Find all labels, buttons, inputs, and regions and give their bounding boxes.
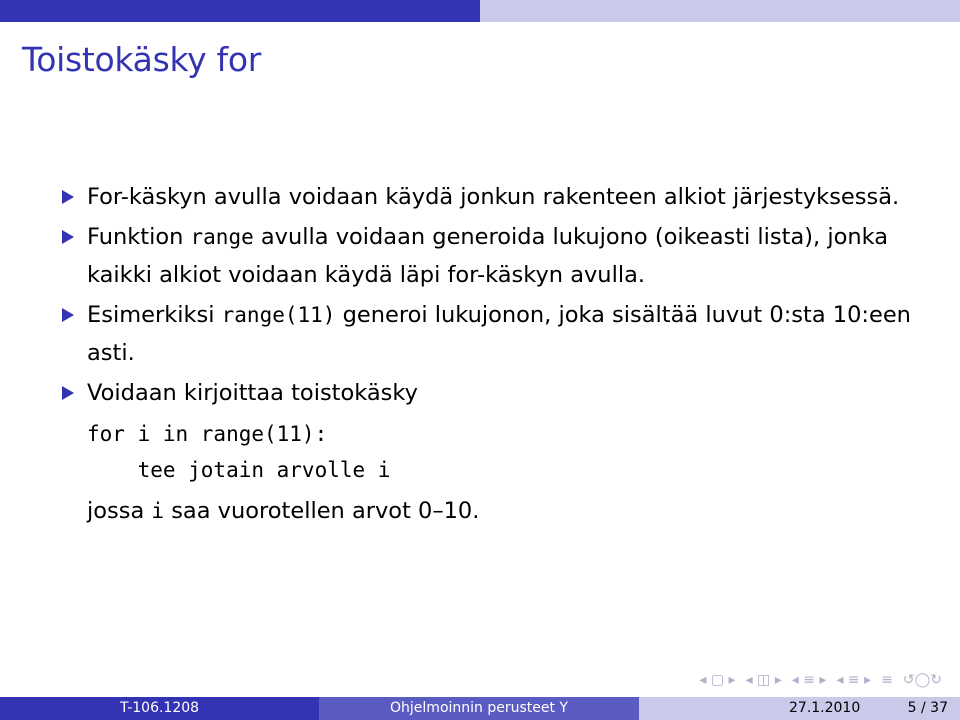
bullet-text: Voidaan kirjoittaa toistokäsky	[87, 380, 418, 406]
bullet-item	[62, 374, 922, 530]
explanation-pre: jossa	[87, 498, 152, 524]
inline-code: range(11)	[221, 303, 336, 327]
code-line: for i in range(11):	[87, 422, 328, 446]
nav-search-icon[interactable]: ↺◯↻	[902, 672, 942, 688]
bullet-text-post: avulla voidaan generoida lukujono (oikeasti lista), jonka kaikki alkiot voidaan käydä läpi for-käskyn avulla.	[87, 224, 889, 288]
code-explanation	[87, 492, 922, 530]
bullet-text-pre: Funktion	[87, 224, 191, 250]
triangle-bullet-icon	[62, 386, 74, 400]
nav-subsection-icon[interactable]: ◂ ◫ ▸	[745, 672, 782, 688]
slide-content	[62, 178, 922, 532]
footer-course-title: Ohjelmoinnin perusteet Y	[319, 697, 639, 720]
triangle-bullet-icon	[62, 190, 74, 204]
bullet-item	[62, 296, 922, 372]
bullet-item	[62, 218, 922, 294]
header-bar-left	[0, 0, 480, 22]
bullet-text-post: generoi lukujonon, joka sisältää luvut 0:sta 10:een asti.	[87, 302, 911, 366]
triangle-bullet-icon	[62, 308, 74, 322]
explanation-post: saa vuorotellen arvot 0–10.	[164, 498, 480, 524]
footer-bar	[0, 697, 960, 720]
code-block	[87, 416, 922, 488]
bullet-text: For-käskyn avulla voidaan käydä jonkun rakenteen alkiot järjestyksessä.	[87, 184, 900, 210]
bullet-item	[62, 178, 922, 216]
beamer-navigation	[699, 672, 942, 688]
slide-title: Toistokäsky for	[22, 40, 262, 79]
footer-page: 5 / 37	[907, 700, 948, 716]
footer-right	[639, 697, 960, 720]
triangle-bullet-icon	[62, 230, 74, 244]
footer-course: T-106.1208	[0, 697, 319, 720]
nav-section-next-icon[interactable]: ◂ ≡ ▸	[836, 672, 872, 688]
nav-section-icon[interactable]: ◂ ≡ ▸	[791, 672, 827, 688]
code-line: tee jotain arvolle i	[87, 458, 391, 482]
bullet-text-pre: Esimerkiksi	[87, 302, 222, 328]
nav-align-icon[interactable]: ≡	[881, 672, 893, 688]
nav-frame-prev-icon[interactable]: ◂ ▢ ▸	[699, 672, 736, 688]
header-bar	[0, 0, 960, 22]
inline-code: i	[151, 499, 165, 523]
inline-code: range	[190, 225, 254, 249]
footer-date: 27.1.2010	[789, 700, 861, 716]
header-bar-right	[480, 0, 960, 22]
